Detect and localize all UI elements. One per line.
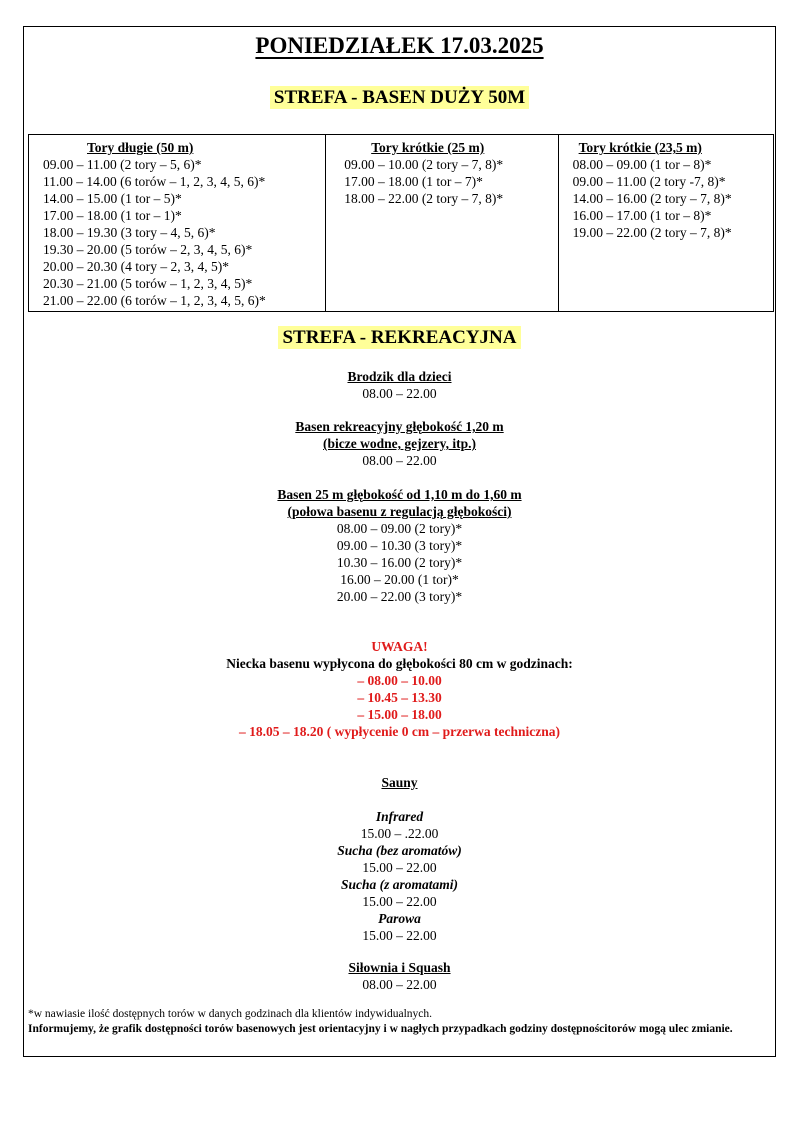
basen-25-section xyxy=(24,486,775,605)
column-header: Tory krótkie (25 m) xyxy=(371,140,485,155)
brodzik-title: Brodzik dla dzieci xyxy=(347,369,452,384)
lanes-column-short-25 xyxy=(326,135,558,312)
lane-row: 11.00 – 14.00 (6 torów – 1, 2, 3, 4, 5, 6)* xyxy=(43,174,266,189)
uwaga-row: – 15.00 – 18.00 xyxy=(357,707,442,722)
uwaga-row: – 08.00 – 10.00 xyxy=(357,673,442,688)
sauna-hours: 15.00 – .22.00 xyxy=(360,826,439,841)
brodzik-section xyxy=(24,368,775,402)
lanes-column-short-23-5 xyxy=(558,135,773,312)
silownia-section xyxy=(24,959,775,993)
basen-rekreacyjny-section xyxy=(24,418,775,469)
uwaga-row: – 10.45 – 13.30 xyxy=(357,690,442,705)
page-title: PONIEDZIAŁEK 17.03.2025 xyxy=(255,33,544,58)
brodzik-hours: 08.00 – 22.00 xyxy=(362,386,437,401)
silownia-title: Siłownia i Squash xyxy=(348,960,451,975)
zone-main-wrap xyxy=(24,87,775,109)
lane-row: 16.00 – 17.00 (1 tor – 8)* xyxy=(572,208,712,223)
uwaga-label: UWAGA! xyxy=(371,639,428,654)
footnote: *w nawiasie ilość dostępnych torów w danych godzinach dla klientów indywidualnych. xyxy=(28,1008,433,1020)
sauna-name: Sucha (bez aromatów) xyxy=(337,843,462,858)
lane-row: 19.30 – 20.00 (5 torów – 2, 3, 4, 5, 6)* xyxy=(43,242,253,257)
lane-row: 17.00 – 18.00 (1 tor – 1)* xyxy=(43,208,182,223)
lanes-row xyxy=(29,135,774,312)
sauna-hours: 15.00 – 22.00 xyxy=(362,894,437,909)
footer xyxy=(28,1007,771,1037)
zone-recreation-heading: STREFA - REKREACYJNA xyxy=(278,326,520,349)
basen-25-row: 10.30 – 16.00 (2 tory)* xyxy=(336,555,463,570)
basen-25-row: 08.00 – 09.00 (2 tory)* xyxy=(336,521,463,536)
uwaga-row: – 18.05 – 18.20 ( wypłycenie 0 cm – przerwa techniczna) xyxy=(239,724,560,739)
page-title-wrap xyxy=(24,33,775,59)
uwaga-section xyxy=(24,638,775,740)
sauna-name: Infrared xyxy=(375,809,424,824)
lane-row: 18.00 – 22.00 (2 tory – 7, 8)* xyxy=(344,191,504,206)
lane-row: 14.00 – 16.00 (2 tory – 7, 8)* xyxy=(572,191,732,206)
column-header: Tory krótkie (23,5 m) xyxy=(578,140,702,155)
notice: Informujemy, że grafik dostępności torów basenowych jest orientacyjny i w nagłych przypadkach godziny dostępnościtorów mogą ulec zmianie. xyxy=(28,1023,733,1035)
sauny-section xyxy=(24,774,775,944)
zone-main-heading: STREFA - BASEN DUŻY 50M xyxy=(270,86,529,109)
sauna-name: Parowa xyxy=(378,911,421,926)
basen-25-row: 20.00 – 22.00 (3 tory)* xyxy=(336,589,463,604)
lanes-column-long xyxy=(29,135,326,312)
lane-row: 14.00 – 15.00 (1 tor – 5)* xyxy=(43,191,182,206)
basen-25-subtitle: (połowa basenu z regulacją głębokości) xyxy=(287,504,512,519)
lane-row: 17.00 – 18.00 (1 tor – 7)* xyxy=(344,174,483,189)
basen-25-row: 16.00 – 20.00 (1 tor)* xyxy=(340,572,459,587)
sauny-title: Sauny xyxy=(381,775,418,790)
lane-row: 08.00 – 09.00 (1 tor – 8)* xyxy=(572,157,712,172)
lane-row: 09.00 – 11.00 (2 tory -7, 8)* xyxy=(572,174,726,189)
basen-25-title: Basen 25 m głębokość od 1,10 m do 1,60 m xyxy=(277,487,522,502)
schedule-frame xyxy=(23,26,776,1057)
lane-row: 20.00 – 20.30 (4 tory – 2, 3, 4, 5)* xyxy=(43,259,229,274)
lane-row: 18.00 – 19.30 (3 tory – 4, 5, 6)* xyxy=(43,225,216,240)
basen-rekreacyjny-hours: 08.00 – 22.00 xyxy=(362,453,437,468)
silownia-hours: 08.00 – 22.00 xyxy=(362,977,437,992)
basen-rekreacyjny-subtitle: (bicze wodne, gejzery, itp.) xyxy=(323,436,476,451)
lane-row: 21.00 – 22.00 (6 torów – 1, 2, 3, 4, 5, 6)* xyxy=(43,293,266,308)
basen-25-row: 09.00 – 10.30 (3 tory)* xyxy=(336,538,463,553)
sauna-hours: 15.00 – 22.00 xyxy=(362,928,437,943)
lanes-table xyxy=(28,134,774,312)
sauna-name: Sucha (z aromatami) xyxy=(340,877,459,892)
zone-recreation-wrap xyxy=(24,327,775,349)
lane-row: 20.30 – 21.00 (5 torów – 1, 2, 3, 4, 5)* xyxy=(43,276,253,291)
basen-rekreacyjny-title: Basen rekreacyjny głębokość 1,20 m xyxy=(295,419,504,434)
lane-row: 19.00 – 22.00 (2 tory – 7, 8)* xyxy=(572,225,732,240)
lane-row: 09.00 – 11.00 (2 tory – 5, 6)* xyxy=(43,157,202,172)
column-header: Tory długie (50 m) xyxy=(87,140,194,155)
sauna-hours: 15.00 – 22.00 xyxy=(362,860,437,875)
lane-row: 09.00 – 10.00 (2 tory – 7, 8)* xyxy=(344,157,504,172)
uwaga-text: Niecka basenu wypłycona do głębokości 80 cm w godzinach: xyxy=(226,656,573,671)
